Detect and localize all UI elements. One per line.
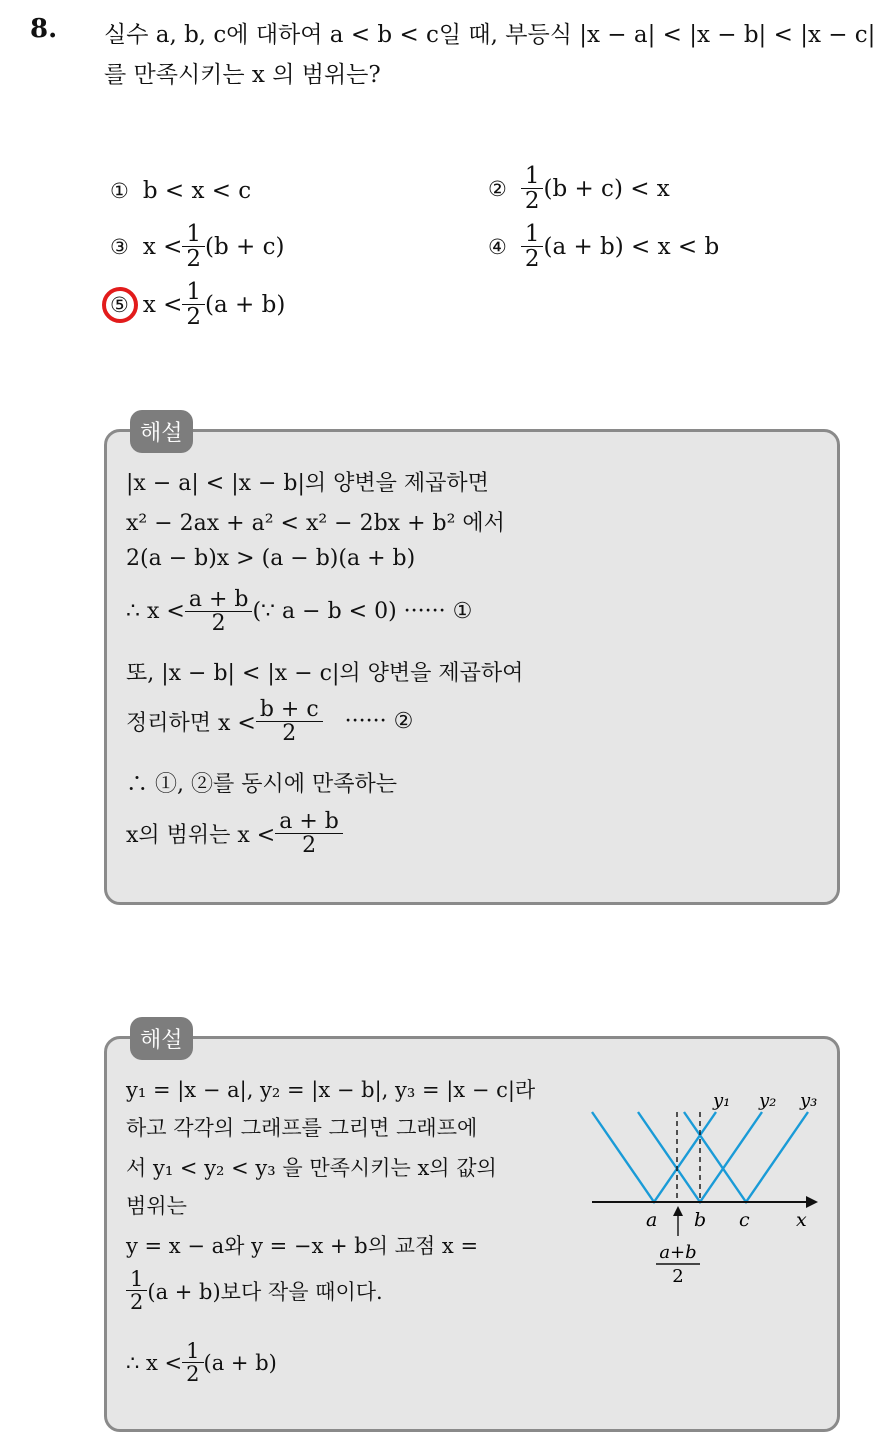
solution2-line4: 범위는 bbox=[126, 1194, 187, 1218]
fraction-numerator: 1 bbox=[186, 221, 202, 247]
solution1-line6 bbox=[126, 698, 413, 745]
line7-prefix: ∴ x < bbox=[126, 1350, 183, 1375]
line7-suffix: (a + b) bbox=[203, 1350, 277, 1375]
label-y3: y₃ bbox=[800, 1090, 818, 1111]
choice-1[interactable] bbox=[110, 178, 251, 204]
solution2-line6 bbox=[126, 1268, 383, 1313]
line6-fraction bbox=[128, 1268, 145, 1313]
solution2-line1: y₁ = |x − a|, y₂ = |x − b|, y₃ = |x − c|라 bbox=[126, 1078, 536, 1102]
question-number: 8. bbox=[30, 14, 58, 44]
line6-suffix: (a + b)보다 작을 때이다. bbox=[147, 1279, 383, 1304]
solution2-line3: 서 y₁ < y₂ < y₃ 을 만족시키는 x의 값의 bbox=[126, 1156, 497, 1180]
line8-fraction bbox=[277, 810, 341, 857]
fraction-denominator: 2 bbox=[182, 246, 205, 271]
choice-2-mark: ② bbox=[488, 176, 507, 201]
graph-y1 bbox=[592, 1112, 716, 1202]
label-x: x bbox=[796, 1209, 807, 1231]
solution-tag-1: 해설 bbox=[130, 410, 193, 453]
fraction-denominator: 2 bbox=[126, 1290, 147, 1313]
x-axis-arrowhead bbox=[806, 1196, 818, 1208]
line4-suffix: (∵ a − b < 0) ······ ① bbox=[252, 599, 473, 625]
fraction-denominator: 2 bbox=[521, 188, 544, 213]
solution1-line7: ∴ ①, ②를 동시에 만족하는 bbox=[126, 772, 397, 797]
solution1-line4 bbox=[126, 588, 472, 635]
choice-2-fraction bbox=[523, 164, 542, 213]
label-y1: y₁ bbox=[713, 1090, 731, 1111]
label-b: b bbox=[694, 1209, 707, 1231]
midpoint-numerator: a+b bbox=[659, 1242, 697, 1263]
midpoint-denominator: 2 bbox=[672, 1266, 684, 1287]
solution1-line2: x² − 2ax + a² < x² − 2bx + b² 에서 bbox=[126, 511, 505, 536]
label-y2: y₂ bbox=[759, 1090, 777, 1111]
fraction-numerator: 1 bbox=[524, 163, 540, 189]
fraction-denominator: 2 bbox=[182, 1362, 203, 1385]
absolute-value-graph bbox=[582, 1084, 832, 1290]
line6-fraction bbox=[258, 698, 321, 745]
choice-2[interactable] bbox=[488, 164, 670, 213]
choice-3[interactable] bbox=[110, 222, 284, 271]
fraction-denominator: 2 bbox=[185, 611, 253, 635]
solution2-line5: y = x − a와 y = −x + b의 교점 x = bbox=[126, 1234, 479, 1258]
choice-3-mark: ③ bbox=[110, 234, 129, 259]
choice-1-text: b < x < c bbox=[142, 178, 252, 204]
choice-2-text: (b + c) < x bbox=[543, 175, 670, 202]
line4-fraction bbox=[187, 588, 251, 635]
midpoint-arrowhead bbox=[673, 1206, 683, 1216]
line7-fraction bbox=[184, 1340, 201, 1385]
fraction-denominator: 2 bbox=[521, 246, 544, 271]
solution1-line5: 또, |x − b| < |x − c|의 양변을 제곱하여 bbox=[126, 661, 524, 686]
label-c: c bbox=[739, 1209, 750, 1231]
solution-tag-2: 해설 bbox=[130, 1017, 193, 1060]
line8-prefix: x의 범위는 x < bbox=[126, 823, 276, 849]
question-text-line2: 를 만족시키는 x 의 범위는? bbox=[104, 62, 381, 88]
solution1-line3: 2(a − b)x > (a − b)(a + b) bbox=[126, 546, 416, 571]
fraction-numerator: 1 bbox=[524, 221, 540, 247]
line4-prefix: ∴ x < bbox=[126, 599, 185, 625]
fraction-numerator: 1 bbox=[186, 279, 202, 305]
choice-3-prefix: x < bbox=[142, 233, 183, 260]
fraction-numerator: a + b bbox=[279, 809, 339, 834]
choice-1-mark: ① bbox=[110, 179, 129, 203]
fraction-denominator: 2 bbox=[182, 304, 205, 329]
graph-y3 bbox=[684, 1112, 808, 1202]
choice-5-prefix: x < bbox=[142, 291, 183, 318]
choice-4-text: (a + b) < x < b bbox=[543, 233, 720, 260]
fraction-numerator: a + b bbox=[188, 587, 249, 612]
line6-suffix: ······ ② bbox=[344, 709, 414, 735]
solution1-line1: |x − a| < |x − b|의 양변을 제곱하면 bbox=[126, 471, 489, 496]
choice-5-fraction bbox=[184, 280, 203, 329]
choice-5-mark: ⑤ bbox=[110, 292, 129, 317]
solution2-line2: 하고 각각의 그래프를 그리면 그래프에 bbox=[126, 1116, 478, 1140]
question-text-line1: 실수 a, b, c에 대하여 a < b < c일 때, 부등식 |x − a| < |x − b| < |x − c| bbox=[104, 22, 876, 48]
choice-5-text: (a + b) bbox=[205, 291, 286, 318]
fraction-denominator: 2 bbox=[256, 721, 323, 745]
label-a: a bbox=[646, 1209, 658, 1231]
choice-4[interactable] bbox=[488, 222, 719, 271]
line6-prefix: 정리하면 x < bbox=[126, 711, 256, 737]
solution1-line8 bbox=[126, 810, 343, 857]
solution2-line7 bbox=[126, 1340, 277, 1385]
choice-4-fraction bbox=[523, 222, 542, 271]
selected-answer-marker bbox=[102, 287, 138, 323]
fraction-numerator: 1 bbox=[186, 1339, 200, 1363]
fraction-denominator: 2 bbox=[275, 833, 343, 857]
choice-4-mark: ④ bbox=[488, 234, 507, 259]
fraction-numerator: 1 bbox=[130, 1267, 144, 1291]
choice-3-fraction bbox=[184, 222, 203, 271]
choice-3-text: (b + c) bbox=[205, 233, 285, 260]
fraction-numerator: b + c bbox=[259, 697, 319, 722]
